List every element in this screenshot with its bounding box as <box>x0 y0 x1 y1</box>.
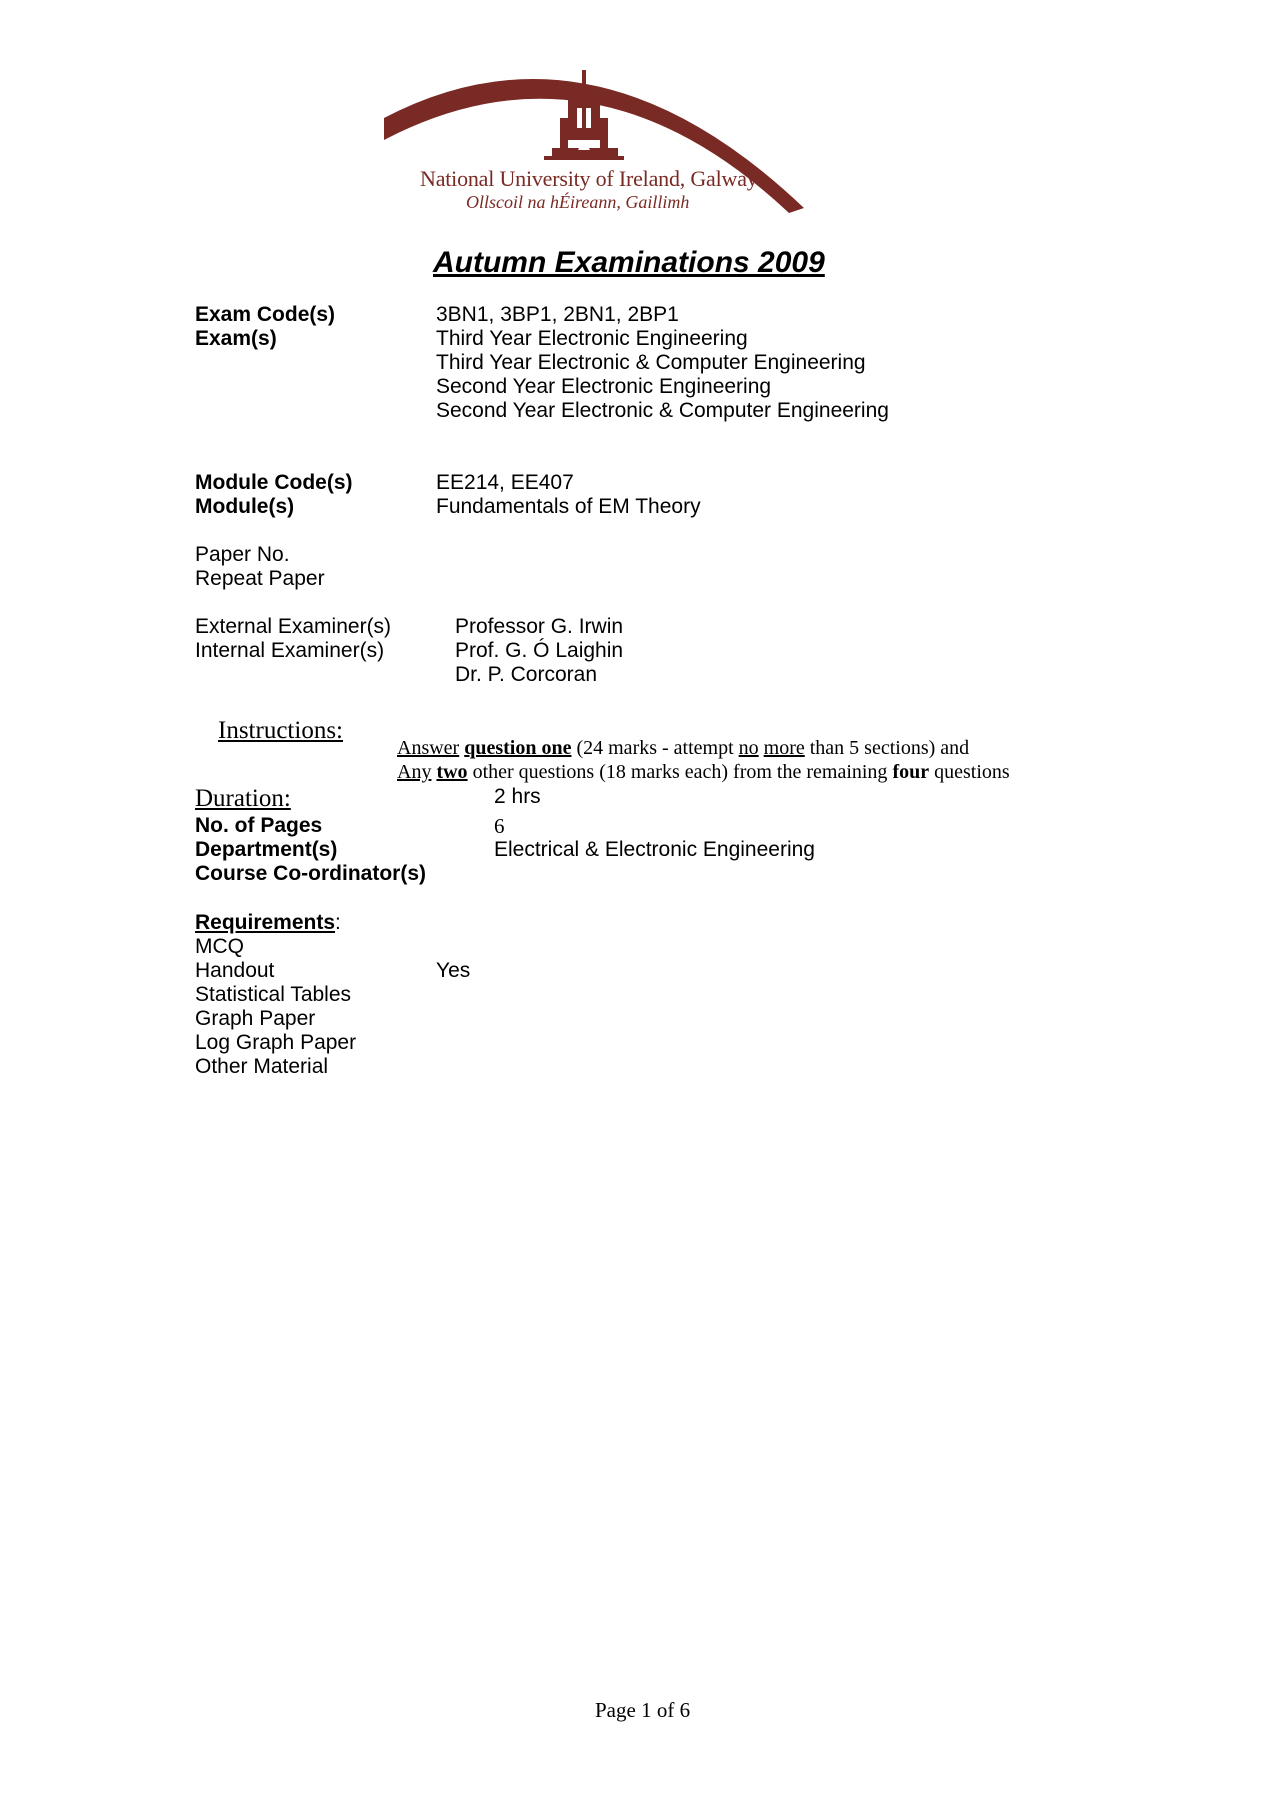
modules-label: Module(s) <box>195 495 295 518</box>
page-title: Autumn Examinations 2009 <box>433 246 825 279</box>
requirements-list <box>195 935 356 1079</box>
duration-value: 2 hrs <box>494 785 541 808</box>
instructions-line-1 <box>397 736 1010 760</box>
requirements-colon: : <box>335 911 341 934</box>
requirement-item: Handout <box>195 959 275 982</box>
requirement-item: Statistical Tables <box>195 983 352 1006</box>
marks-text: (24 marks - attempt <box>571 737 739 759</box>
department-label: Department(s) <box>195 838 338 861</box>
course-coordinator-label: Course Co-ordinator(s) <box>195 862 426 885</box>
more-word: more <box>763 737 805 759</box>
sections-text: than 5 sections) and <box>804 737 970 759</box>
logo-name-english: National University of Ireland, Galway <box>420 166 758 191</box>
exams-list <box>436 327 889 423</box>
exam-codes-value: 3BN1, 3BP1, 2BN1, 2BP1 <box>436 303 679 326</box>
instructions-text <box>397 736 1010 784</box>
requirements-label: Requirements <box>195 911 336 934</box>
examiner-item: Professor G. Irwin <box>455 615 624 638</box>
internal-examiners-label: Internal Examiner(s) <box>195 639 385 662</box>
exam-item: Second Year Electronic Engineering <box>436 375 772 398</box>
page-number: Page 1 of 6 <box>595 1698 691 1722</box>
exam-item: Second Year Electronic & Computer Engineering <box>436 399 889 422</box>
requirement-item: Log Graph Paper <box>195 1031 357 1054</box>
exam-item: Third Year Electronic & Computer Engineering <box>436 351 866 374</box>
paper-no-label: Paper No. <box>195 543 290 566</box>
pages-value: 6 <box>494 814 505 838</box>
exams-label: Exam(s) <box>195 327 277 350</box>
exam-item: Third Year Electronic Engineering <box>436 327 748 350</box>
four-word: four <box>892 761 930 783</box>
any-word: Any <box>397 761 432 783</box>
university-logo <box>384 58 874 218</box>
examiners-list <box>455 615 623 687</box>
other-questions-text: other questions (18 marks each) from the remaining <box>467 761 893 783</box>
examiner-item: Prof. G. Ó Laighin <box>455 639 624 662</box>
modules-value: Fundamentals of EM Theory <box>436 495 701 518</box>
answer-word: Answer <box>397 737 460 759</box>
requirements-heading <box>195 911 341 935</box>
requirement-item: Graph Paper <box>195 1007 316 1030</box>
two-word: two <box>436 761 468 783</box>
question-one-phrase: question one <box>464 737 572 759</box>
examiner-item: Dr. P. Corcoran <box>455 663 598 686</box>
no-word: no <box>738 737 759 759</box>
logo-name-irish: Ollscoil na hÉireann, Gaillimh <box>466 192 690 212</box>
instructions-label: Instructions: <box>218 717 343 744</box>
exam-codes-label: Exam Code(s) <box>195 303 336 326</box>
duration-label: Duration: <box>195 785 291 812</box>
pages-label: No. of Pages <box>195 814 323 837</box>
instructions-line-2 <box>397 760 1010 784</box>
handout-value: Yes <box>436 959 471 982</box>
questions-end-text: questions <box>929 761 1010 783</box>
module-codes-value: EE214, EE407 <box>436 471 574 494</box>
repeat-paper-label: Repeat Paper <box>195 567 325 590</box>
department-value: Electrical & Electronic Engineering <box>494 838 815 861</box>
requirement-item: MCQ <box>195 935 244 958</box>
requirement-item: Other Material <box>195 1055 329 1078</box>
module-codes-label: Module Code(s) <box>195 471 353 494</box>
external-examiners-label: External Examiner(s) <box>195 615 392 638</box>
